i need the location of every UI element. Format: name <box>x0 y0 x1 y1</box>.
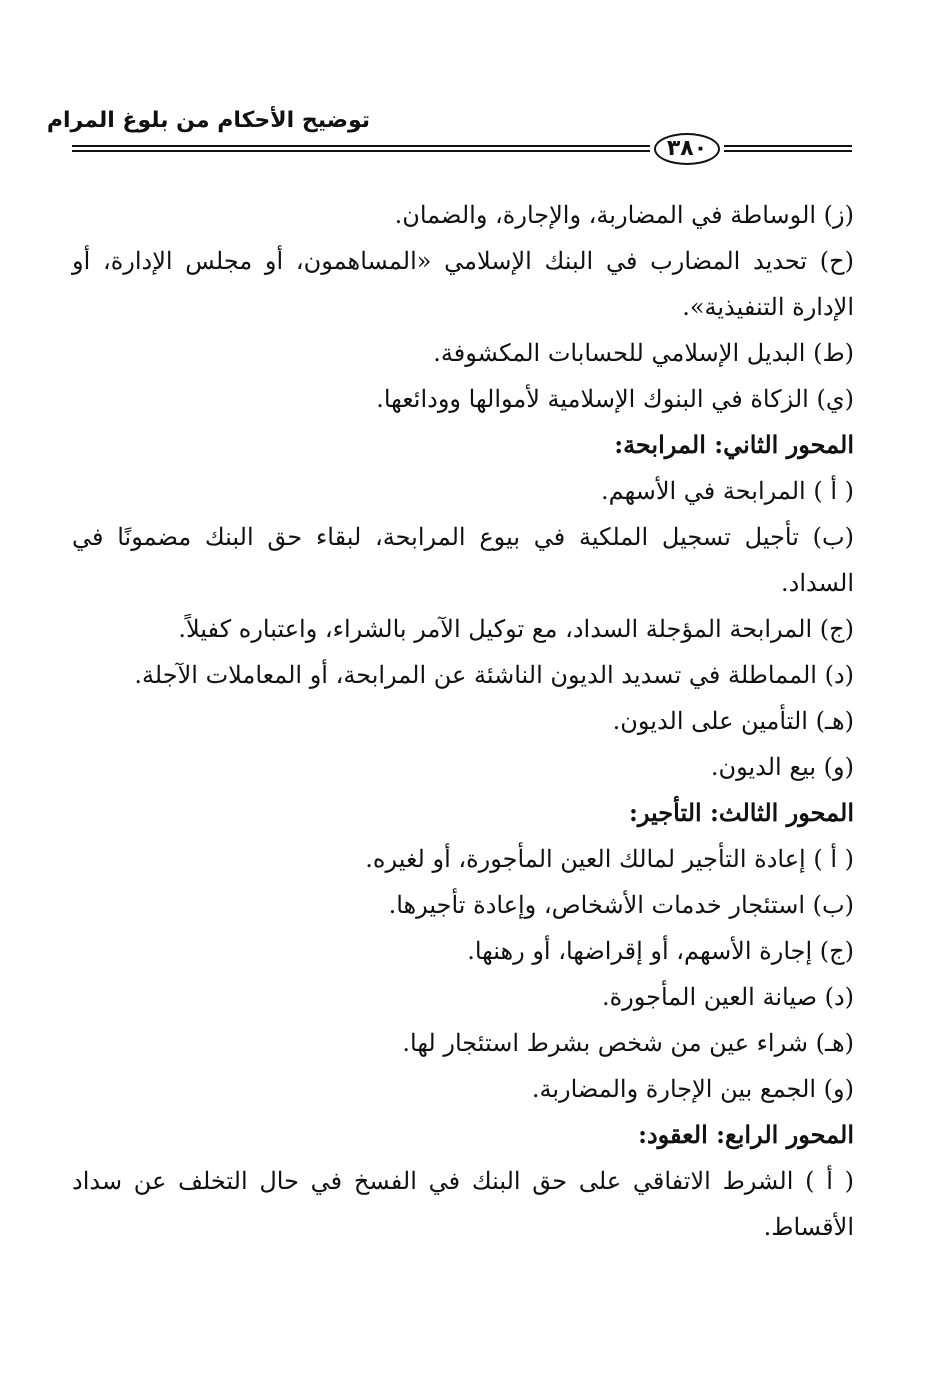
text-line: (ج) إجارة الأسهم، أو إقراضها، أو رهنها. <box>467 937 854 965</box>
text-line: السداد. <box>781 569 854 597</box>
text-line: (هـ) التأمين على الديون. <box>612 707 854 735</box>
header-rule-right <box>724 145 852 152</box>
text-line: ( أ ) المرابحة في الأسهم. <box>601 477 854 505</box>
page-content <box>72 192 854 1250</box>
text-line: (د) المماطلة في تسديد الديون الناشئة عن المرابحة، أو المعاملات الآجلة. <box>134 661 854 689</box>
text-line: (و) الجمع بين الإجارة والمضاربة. <box>531 1075 854 1103</box>
text-line: (و) بيع الديون. <box>710 753 854 781</box>
page-number: ٣٨٠ <box>654 133 720 165</box>
header-rule-left <box>72 145 650 152</box>
text-line: (هـ) شراء عين من شخص بشرط استئجار لها. <box>402 1029 854 1057</box>
text-line: (د) صيانة العين المأجورة. <box>601 983 854 1011</box>
book-title: توضيح الأحكام من بلوغ المرام <box>46 108 370 133</box>
text-line: (ي) الزكاة في البنوك الإسلامية لأموالها وودائعها. <box>376 385 854 413</box>
text-line: ( أ ) إعادة التأجير لمالك العين المأجورة، أو لغيره. <box>365 845 854 873</box>
text-line: (ز) الوساطة في المضاربة، والإجارة، والضمان. <box>394 201 854 229</box>
text-line: الأقساط. <box>763 1213 854 1241</box>
text-line: (ح) تحديد المضارب في البنك الإسلامي «المساهمون، أو مجلس الإدارة، أو <box>72 247 854 275</box>
text-line: (ب) تأجيل تسجيل الملكية في بيوع المرابحة، لبقاء حق البنك مضمونًا في <box>72 523 854 551</box>
text-line: (ج) المرابحة المؤجلة السداد، مع توكيل الآمر بالشراء، واعتباره كفيلاً. <box>178 615 854 643</box>
section-heading: المحور الرابع: العقود: <box>638 1120 854 1149</box>
section-heading: المحور الثالث: التأجير: <box>628 798 854 827</box>
page-header <box>46 100 852 180</box>
text-line: الإدارة التنفيذية». <box>682 293 854 321</box>
text-line: (ب) استئجار خدمات الأشخاص، وإعادة تأجيرها. <box>388 891 854 919</box>
text-line: ( أ ) الشرط الاتفاقي على حق البنك في الفسخ في حال التخلف عن سداد <box>72 1167 854 1195</box>
section-heading: المحور الثاني: المرابحة: <box>614 430 854 459</box>
text-line: (ط) البديل الإسلامي للحسابات المكشوفة. <box>433 339 854 367</box>
